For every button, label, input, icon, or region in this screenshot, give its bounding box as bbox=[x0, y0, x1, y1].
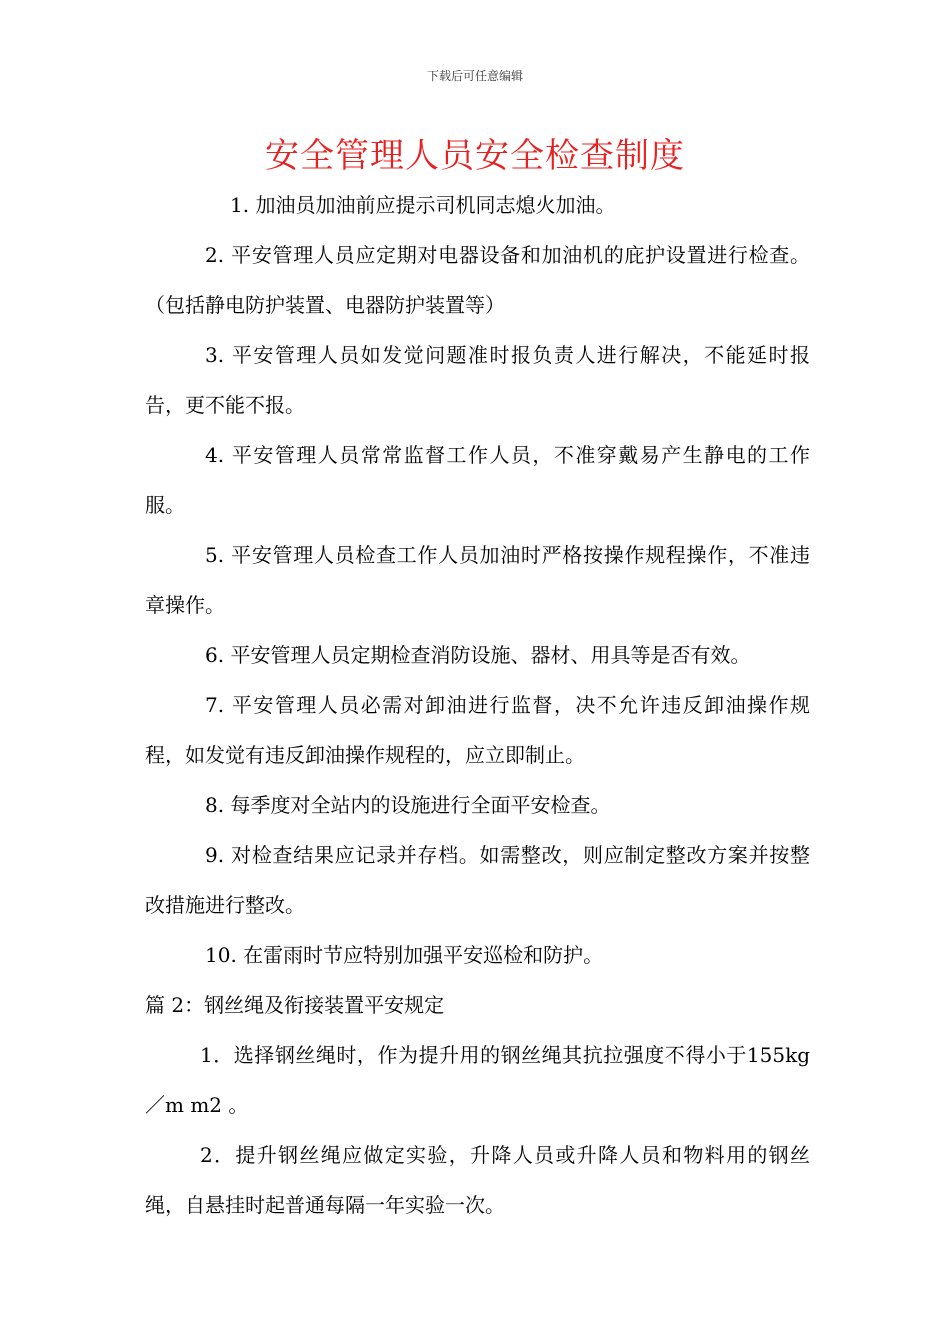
paragraph-5: 5. 平安管理人员检查工作人员加油时严格按操作规程操作，不准违章操作。 bbox=[145, 543, 810, 617]
section-heading: 篇 2：钢丝绳及衔接装置平安规定 bbox=[145, 993, 445, 1017]
paragraph-10: 10. 在雷雨时节应特别加强平安巡检和防护。 bbox=[205, 943, 604, 967]
paragraph-7: 7. 平安管理人员必需对卸油进行监督，决不允许违反卸油操作规程，如发觉有违反卸油操作规程的，应立即制止。 bbox=[145, 693, 810, 767]
section-paragraph-1: 1．选择钢丝绳时，作为提升用的钢丝绳其抗拉强度不得小于155kg／m m2 。 bbox=[145, 1043, 810, 1117]
paragraph-8: 8. 每季度对全站内的设施进行全面平安检查。 bbox=[205, 793, 611, 817]
section-paragraph-2: 2．提升钢丝绳应做定实验，升降人员或升降人员和物料用的钢丝绳，自悬挂时起普通每隔一年实验一次。 bbox=[145, 1143, 810, 1217]
document-body bbox=[145, 180, 810, 1230]
paragraph-2: 2. 平安管理人员应定期对电器设备和加油机的庇护设置进行检查。（包括静电防护装置、电器防护装置等） bbox=[145, 243, 810, 317]
header-note: 下载后可任意编辑 bbox=[426, 69, 523, 83]
paragraph-4: 4. 平安管理人员常常监督工作人员，不准穿戴易产生静电的工作服。 bbox=[145, 443, 810, 517]
paragraph-3: 3. 平安管理人员如发觉问题准时报负责人进行解决，不能延时报告，更不能不报。 bbox=[145, 343, 810, 417]
paragraph-1: 1. 加油员加油前应提示司机同志熄火加油。 bbox=[230, 193, 616, 217]
paragraph-6: 6. 平安管理人员定期检查消防设施、器材、用具等是否有效。 bbox=[205, 643, 751, 667]
paragraph-9: 9. 对检查结果应记录并存档。如需整改，则应制定整改方案并按整改措施进行整改。 bbox=[145, 843, 810, 917]
document-title: 安全管理人员安全检查制度 bbox=[265, 136, 685, 176]
